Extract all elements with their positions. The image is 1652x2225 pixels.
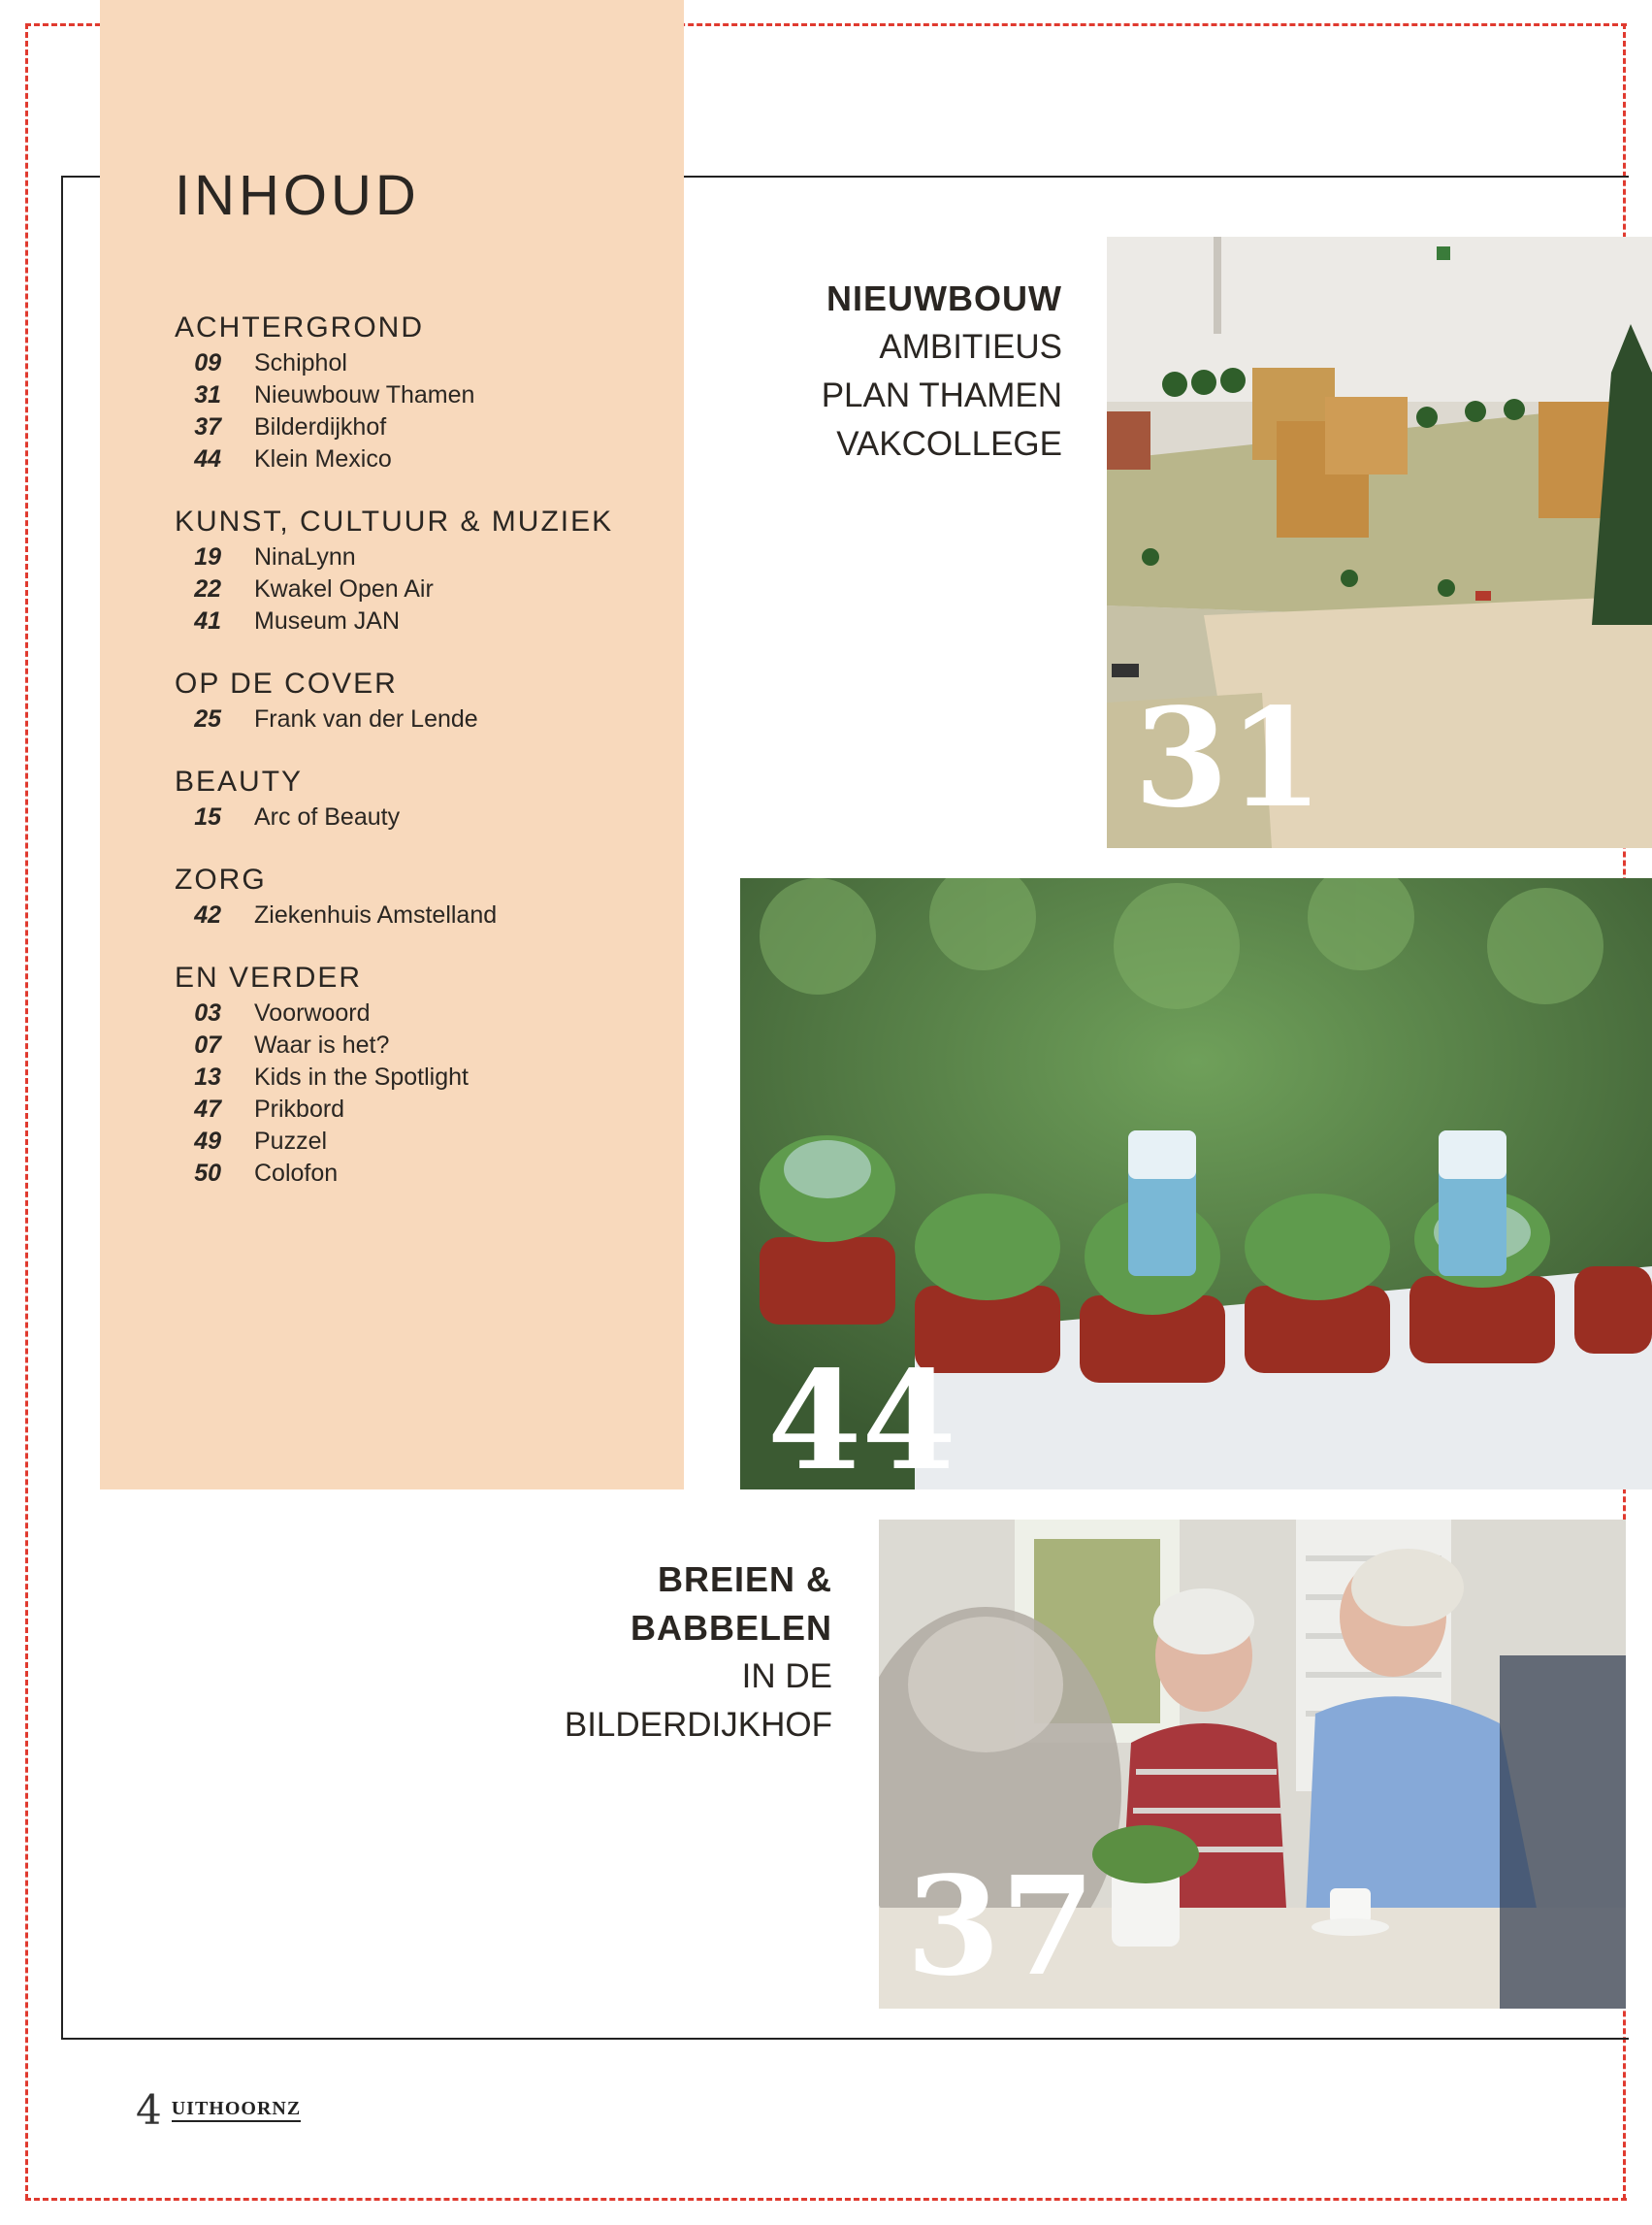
toc-entry-title: Klein Mexico [254,445,392,473]
caption-line: PLAN THAMEN [821,376,1062,414]
frame-line-left [61,176,63,2039]
toc-entry-page: 31 [194,381,221,409]
toc-entry-title: NinaLynn [254,543,356,571]
toc-section [175,959,660,1190]
toc-entry[interactable] [175,1158,660,1190]
toc-entry-page: 19 [194,543,221,571]
photo-succulents[interactable] [740,878,1652,1489]
toc-section-heading: ZORG [175,864,267,896]
magazine-logo: UITHOORNZ [172,2098,301,2122]
toc-entry[interactable] [175,573,660,605]
toc-entry-title: Frank van der Lende [254,705,478,733]
toc-entry-page: 15 [194,803,221,831]
caption-line: IN DE [741,1657,832,1695]
crop-mark-bottom [25,2198,1627,2201]
toc-entry-title: Nieuwbouw Thamen [254,381,475,409]
toc-section [175,665,660,736]
toc-entry-title: Prikbord [254,1096,345,1123]
toc-entry[interactable] [175,411,660,443]
toc-entry-page: 42 [194,901,221,929]
toc-entry-title: Colofon [254,1160,339,1187]
toc-entry-page: 07 [194,1031,221,1059]
page-number: 4 [136,2086,162,2134]
toc-entry-title: Ziekenhuis Amstelland [254,901,498,929]
toc-entry-page: 50 [194,1160,221,1187]
toc-section [175,763,660,834]
toc-entry-title: Museum JAN [254,607,401,635]
toc-entry-title: Kwakel Open Air [254,575,434,603]
toc-entry-page: 41 [194,607,221,635]
toc-section [175,861,660,932]
toc-entry-page: 44 [194,445,221,473]
toc-entry[interactable] [175,443,660,475]
frame-line-bottom [61,2038,1629,2040]
toc-section-heading: OP DE COVER [175,668,398,700]
toc-entry-page: 37 [194,413,221,441]
toc-section-heading: EN VERDER [175,962,363,994]
toc-entry[interactable] [175,900,660,932]
toc-entry-page: 09 [194,349,221,376]
toc-section-heading: BEAUTY [175,766,304,798]
caption-line: BABBELEN [630,1608,832,1648]
toc-section [175,309,660,475]
toc-section [175,503,660,638]
toc-entry-title: Waar is het? [254,1031,390,1059]
toc-section-heading: KUNST, CULTUUR & MUZIEK [175,506,614,538]
frame-line-top-right [683,176,1629,178]
caption-line: AMBITIEUS [879,328,1062,366]
page-footer [136,2086,301,2134]
toc-section-heading: ACHTERGROND [175,311,425,344]
toc-entry-title: Schiphol [254,349,347,376]
toc-entry-page: 03 [194,999,221,1027]
toc-entry[interactable] [175,605,660,638]
feature-caption-breien[interactable] [565,1555,832,1750]
toc-entry[interactable] [175,541,660,573]
toc-entry[interactable] [175,347,660,379]
toc-entry[interactable] [175,1094,660,1126]
toc-entry[interactable] [175,379,660,411]
toc-entry-title: Kids in the Spotlight [254,1063,469,1091]
toc-entry[interactable] [175,802,660,834]
frame-line-top-left [61,176,100,178]
toc-entry-title: Voorwoord [254,999,371,1027]
caption-line: BREIEN & [657,1559,832,1599]
caption-line: VAKCOLLEGE [836,425,1062,463]
toc-entry-page: 13 [194,1063,221,1091]
toc-title: INHOUD [175,164,420,227]
feature-page-number: 31 [1134,679,1323,838]
caption-line: NIEUWBOUW [826,278,1062,318]
crop-mark-left [25,23,28,2200]
toc-entry-page: 25 [194,705,221,733]
toc-entry[interactable] [175,998,660,1030]
toc-list [175,309,660,1217]
toc-entry-title: Bilderdijkhof [254,413,387,441]
toc-entry[interactable] [175,1030,660,1062]
feature-caption-nieuwbouw[interactable] [822,275,1062,469]
photo-knitting-ladies[interactable] [879,1520,1626,2009]
toc-entry-page: 49 [194,1128,221,1155]
toc-entry[interactable] [175,1062,660,1094]
toc-entry-title: Arc of Beauty [254,803,401,831]
toc-entry-page: 22 [194,575,221,603]
toc-entry-page: 47 [194,1096,221,1123]
feature-page-number: 44 [767,1342,956,1489]
feature-page-number: 37 [906,1848,1095,2007]
toc-entry-title: Puzzel [254,1128,328,1155]
photo-architecture-model[interactable] [1107,237,1652,848]
caption-line: BILDERDIJKHOF [564,1706,832,1744]
toc-entry[interactable] [175,1126,660,1158]
toc-entry[interactable] [175,703,660,736]
